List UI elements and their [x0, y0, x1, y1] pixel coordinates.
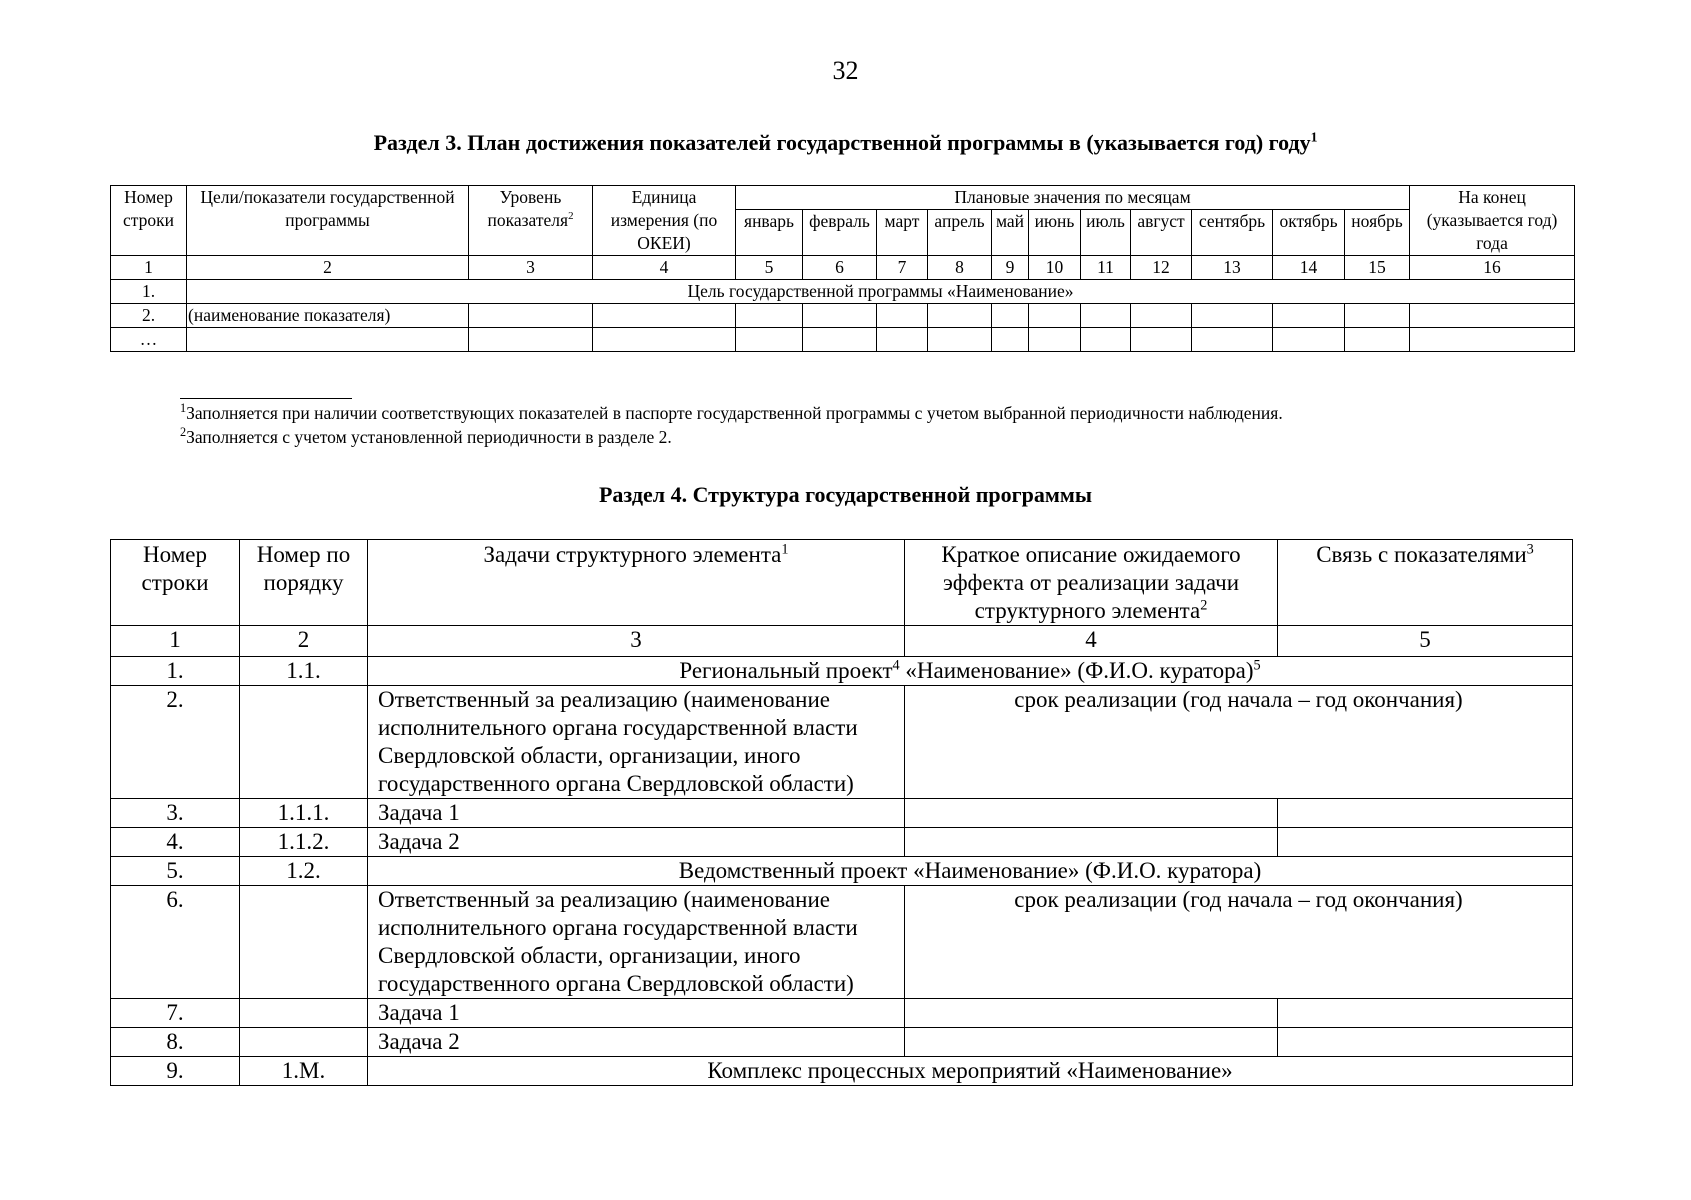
header-goals: Цели/показатели государственной программы — [187, 186, 469, 256]
task-cell: Задача 2 — [368, 828, 905, 857]
col-number: 3 — [469, 256, 593, 280]
task-cell: Задача 2 — [368, 1028, 905, 1057]
row-number: 2. — [111, 304, 187, 328]
order-number — [240, 1028, 368, 1057]
header-planned-values: Плановые значения по месяцам — [736, 186, 1410, 210]
col-number: 10 — [1029, 256, 1081, 280]
table-row — [111, 280, 1575, 304]
task-cell: Задача 1 — [368, 799, 905, 828]
order-number: 1.1.2. — [240, 828, 368, 857]
order-number — [240, 886, 368, 999]
col-number: 15 — [1345, 256, 1410, 280]
header-row-num: Номер строки — [111, 186, 187, 256]
header-end-of-year: На конец (указывается год) года — [1410, 186, 1575, 256]
regional-project-cell: Региональный проект$^4$ «Наименование» (Ф.И.О. куратора)$^5$ — [368, 657, 1573, 686]
month-header: октябрь — [1273, 210, 1345, 256]
order-number: 1.1.1. — [240, 799, 368, 828]
order-number — [240, 686, 368, 799]
order-number: 1.2. — [240, 857, 368, 886]
header-level: Уровень показателя$^2$ — [469, 186, 593, 256]
table-row — [111, 999, 1573, 1028]
col-number: 11 — [1081, 256, 1131, 280]
row-number: 7. — [111, 999, 240, 1028]
month-header: сентябрь — [1192, 210, 1273, 256]
month-header: февраль — [803, 210, 877, 256]
month-header: июль — [1081, 210, 1131, 256]
footnote-separator — [180, 398, 352, 399]
month-header: апрель — [928, 210, 992, 256]
footnote-2: $^2$Заполняется с учетом установленной периодичности в разделе 2. — [180, 425, 672, 447]
section3-colnum-row — [111, 256, 1575, 280]
page-number: 32 — [832, 56, 859, 85]
col-number: 4 — [593, 256, 736, 280]
task-cell: Задача 1 — [368, 999, 905, 1028]
row-number: 4. — [111, 828, 240, 857]
month-header: август — [1131, 210, 1192, 256]
header-row-num: Номер строки — [111, 540, 240, 626]
order-number — [240, 999, 368, 1028]
term-cell: срок реализации (год начала – год окончания) — [905, 886, 1573, 999]
responsible-cell: Ответственный за реализацию (наименование исполнительного органа государственной власти Свердловской области, организации, иного государственного органа Свердловской области) — [368, 886, 905, 999]
col-number: 12 — [1131, 256, 1192, 280]
table-row — [111, 657, 1573, 686]
departmental-project-cell: Ведомственный проект «Наименование» (Ф.И.О. куратора) — [368, 857, 1573, 886]
col-number: 3 — [368, 626, 905, 657]
table-row — [111, 828, 1573, 857]
col-number: 2 — [240, 626, 368, 657]
col-number: 13 — [1192, 256, 1273, 280]
order-number: 1.М. — [240, 1057, 368, 1086]
header-unit: Единица измерения (по ОКЕИ) — [593, 186, 736, 256]
table-row — [111, 857, 1573, 886]
row-number: 1. — [111, 657, 240, 686]
table-row — [111, 1057, 1573, 1086]
col-number: 2 — [187, 256, 469, 280]
term-cell: срок реализации (год начала – год окончания) — [905, 686, 1573, 799]
header-effect: Краткое описание ожидаемого эффекта от реализации задачи структурного элемента$^2$ — [905, 540, 1278, 626]
section4-colnum-row — [111, 626, 1573, 657]
footnotes — [180, 401, 1560, 449]
month-header: март — [877, 210, 928, 256]
col-number: 1 — [111, 256, 187, 280]
footnote-1: $^1$Заполняется при наличии соответствующих показателей в паспорте государственной программы с учетом выбранной периодичности наблюдения. — [180, 401, 1283, 423]
col-number: 16 — [1410, 256, 1575, 280]
goal-cell: Цель государственной программы «Наименование» — [187, 280, 1575, 304]
month-header: май — [992, 210, 1029, 256]
indicator-name: (наименование показателя) — [187, 304, 469, 328]
section3-header-row — [111, 186, 1575, 210]
col-number: 6 — [803, 256, 877, 280]
row-number: 6. — [111, 886, 240, 999]
col-number: 4 — [905, 626, 1278, 657]
header-order-num: Номер по порядку — [240, 540, 368, 626]
row-number: 8. — [111, 1028, 240, 1057]
table-row — [111, 304, 1575, 328]
section3-table — [110, 185, 1575, 352]
col-number: 5 — [1278, 626, 1573, 657]
responsible-cell: Ответственный за реализацию (наименование исполнительного органа государственной власти Свердловской области, организации, иного государственного органа Свердловской области) — [368, 686, 905, 799]
row-number: 2. — [111, 686, 240, 799]
order-number: 1.1. — [240, 657, 368, 686]
process-complex-cell: Комплекс процессных мероприятий «Наименование» — [368, 1057, 1573, 1086]
row-number: 9. — [111, 1057, 240, 1086]
row-number: … — [111, 328, 187, 352]
month-header: июнь — [1029, 210, 1081, 256]
col-number: 14 — [1273, 256, 1345, 280]
table-row — [111, 328, 1575, 352]
col-number: 9 — [992, 256, 1029, 280]
table-row — [111, 886, 1573, 999]
col-number: 7 — [877, 256, 928, 280]
section3-title: Раздел 3. План достижения показателей государственной программы в (указывается год) году$^1$ — [373, 129, 1318, 155]
section4-header-row — [111, 540, 1573, 626]
col-number: 8 — [928, 256, 992, 280]
header-link: Связь с показателями$^3$ — [1278, 540, 1573, 626]
table-row — [111, 686, 1573, 799]
col-number: 1 — [111, 626, 240, 657]
row-number: 5. — [111, 857, 240, 886]
table-row — [111, 799, 1573, 828]
section4-table — [110, 539, 1573, 1086]
month-header: ноябрь — [1345, 210, 1410, 256]
col-number: 5 — [736, 256, 803, 280]
row-number: 1. — [111, 280, 187, 304]
table-row — [111, 1028, 1573, 1057]
row-number: 3. — [111, 799, 240, 828]
header-tasks: Задачи структурного элемента$^1$ — [368, 540, 905, 626]
month-header: январь — [736, 210, 803, 256]
section4-title: Раздел 4. Структура государственной программы — [598, 482, 1093, 507]
